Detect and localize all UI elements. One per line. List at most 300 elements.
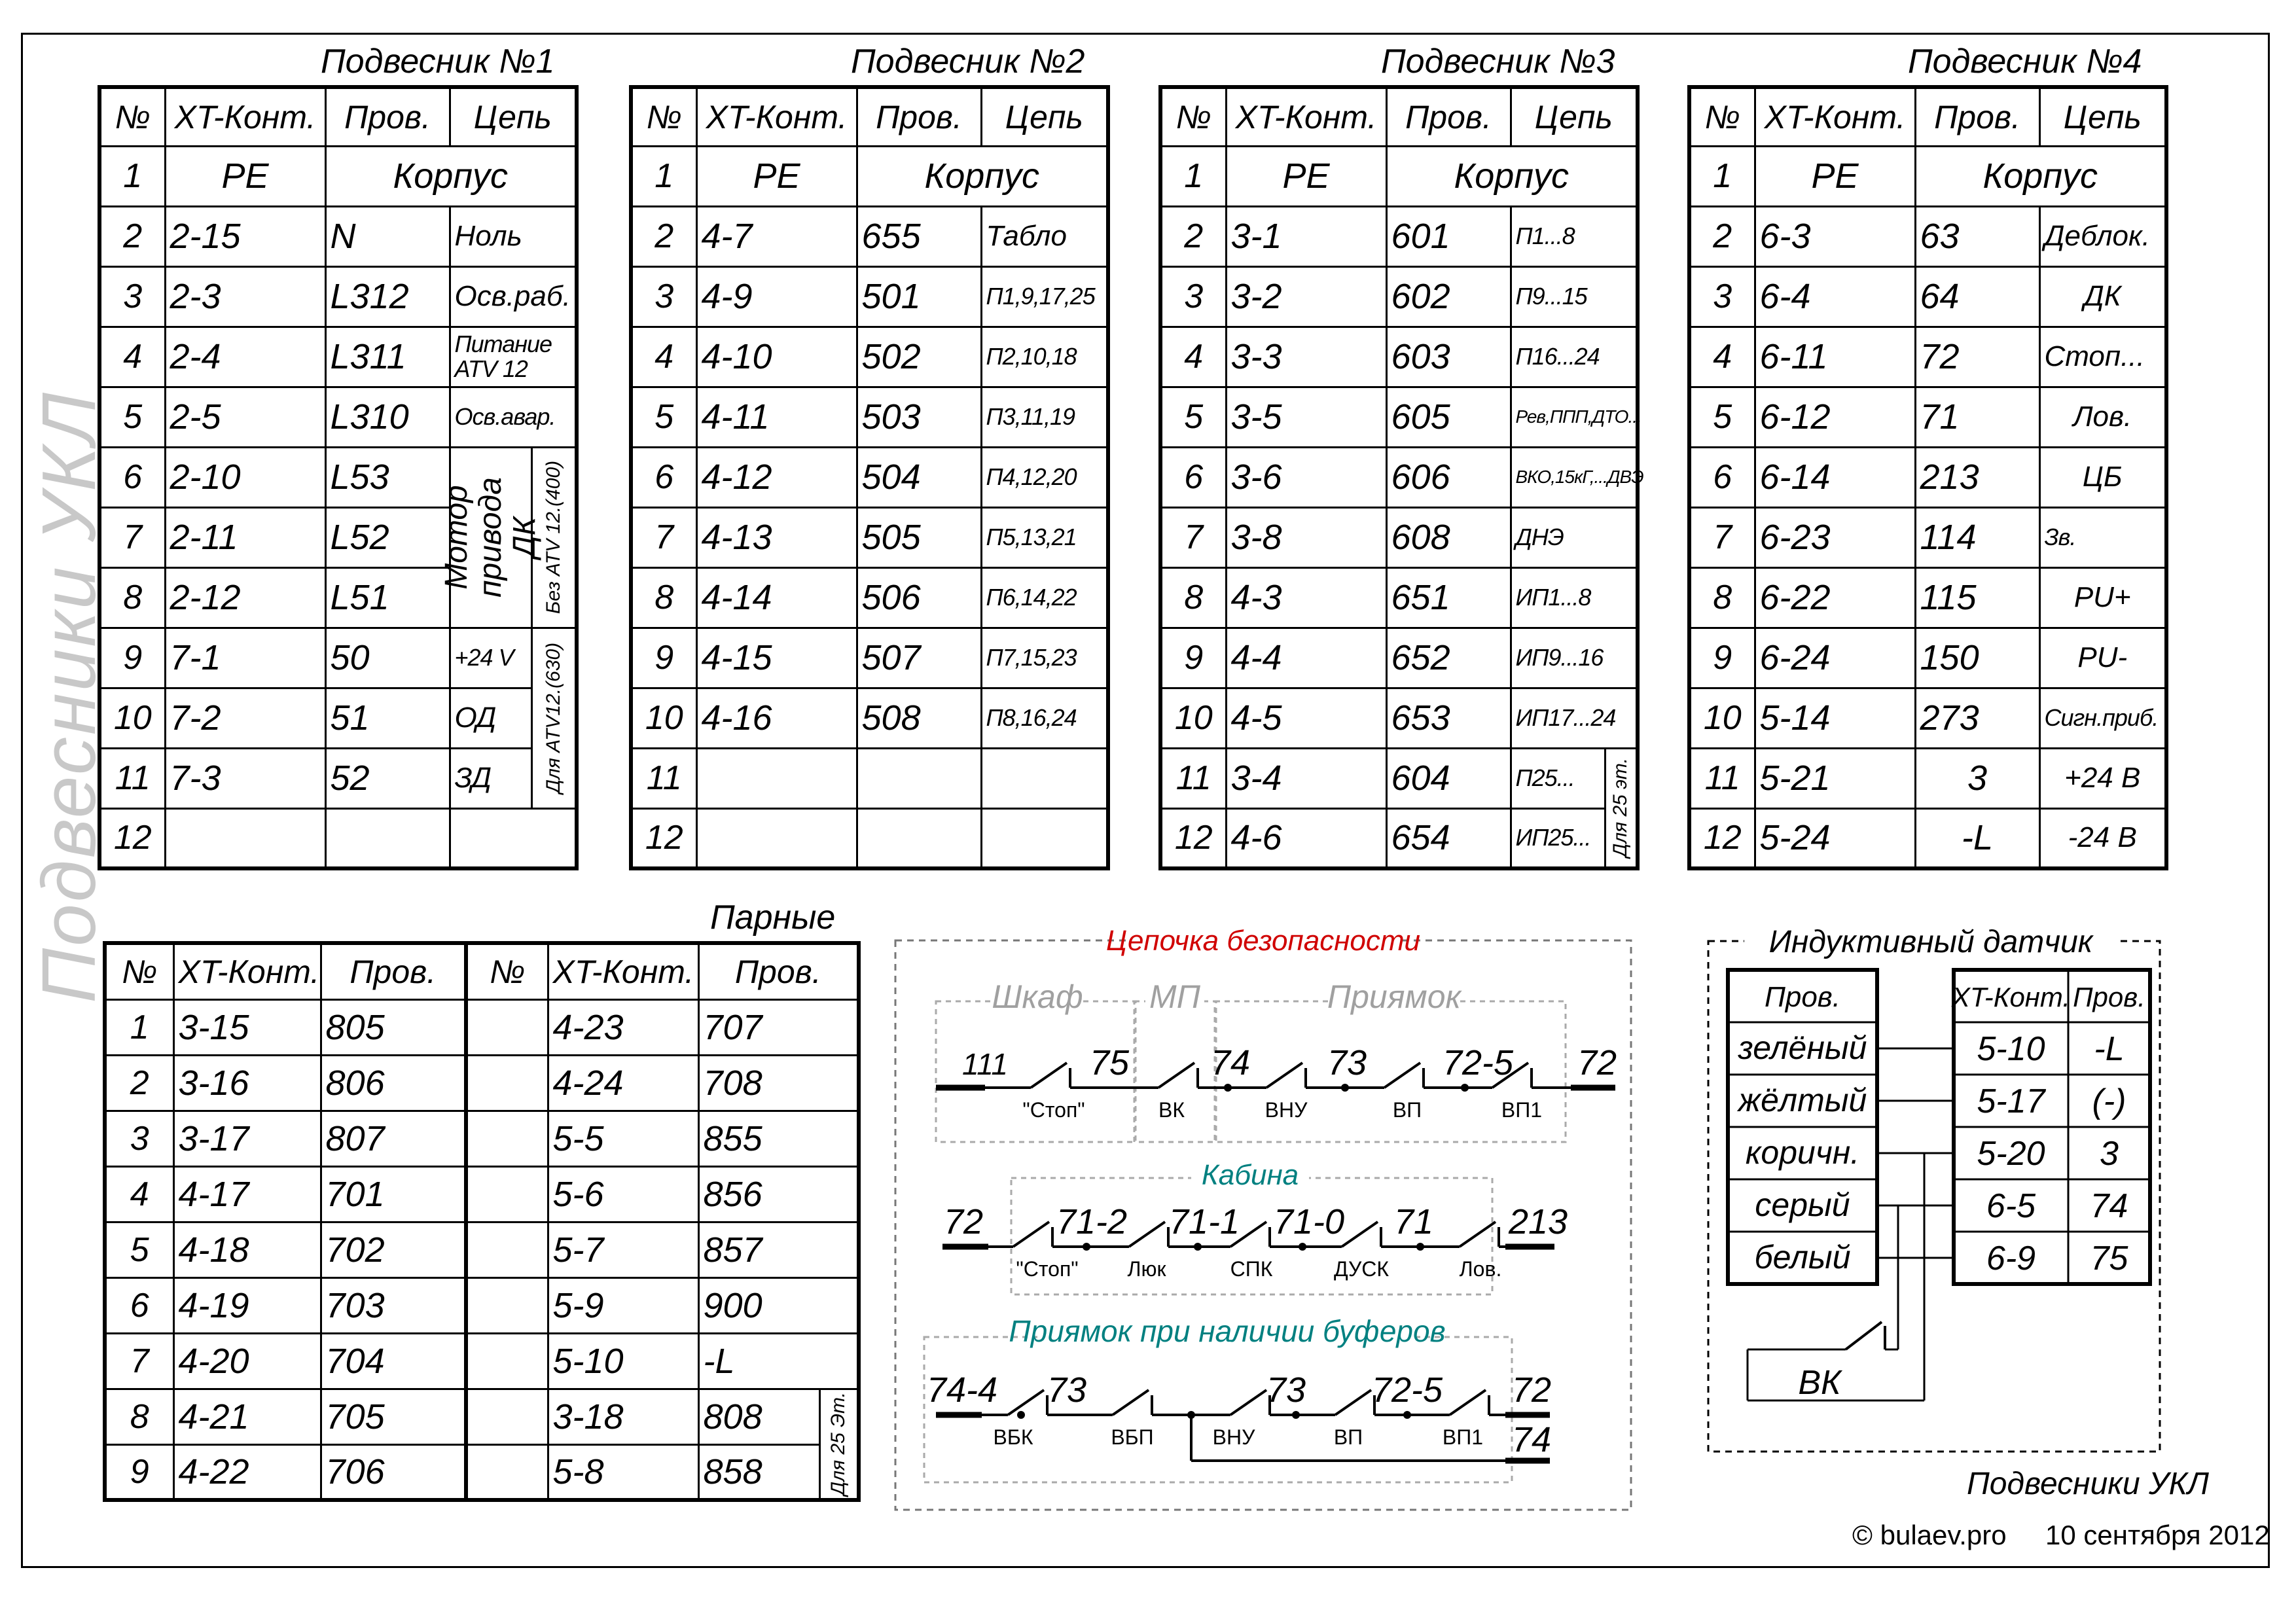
- wire2-header: Пров.: [2073, 982, 2145, 1012]
- col-xt: XT-Конт.: [173, 943, 321, 999]
- row-circuit: PU+: [2039, 567, 2166, 628]
- row-num: 5: [631, 387, 696, 447]
- row-xt: 4-15: [696, 628, 857, 688]
- switch-contact: [1031, 1063, 1067, 1088]
- row-xt: 4-23: [548, 999, 698, 1055]
- row-xt: 3-16: [173, 1055, 321, 1111]
- row-xt: 3-3: [1226, 327, 1386, 387]
- row-xt: [696, 808, 857, 868]
- node-label: 111: [962, 1047, 1008, 1081]
- row-circuit: [981, 748, 1108, 808]
- switch-label: ВП: [1392, 1098, 1422, 1122]
- row-num: 6: [631, 447, 696, 507]
- wire-color: зелёный: [1738, 1029, 1867, 1066]
- row-wire: 604: [1386, 748, 1511, 808]
- col-num: №: [1689, 87, 1755, 146]
- row-wire: 601: [1386, 206, 1511, 266]
- row-xt: 4-6: [1226, 808, 1386, 868]
- row-xt: 4-24: [548, 1055, 698, 1111]
- row-num: 6: [1160, 447, 1226, 507]
- row-num: 8: [99, 567, 165, 628]
- row-num: 5: [1160, 387, 1226, 447]
- row-wire: 603: [1386, 327, 1511, 387]
- col-xt: XT-Конт.: [165, 87, 325, 146]
- row-wire: 50: [325, 628, 450, 688]
- row-num: 6: [105, 1277, 173, 1333]
- col-num: №: [631, 87, 696, 146]
- row-wire: -L: [1915, 808, 2039, 868]
- row-wire: [857, 808, 981, 868]
- pendant4-title: Подвесник №4: [1908, 43, 2142, 80]
- node-label: 71-0: [1273, 1202, 1345, 1241]
- row-circuit: П3,11,19: [981, 387, 1108, 447]
- switch-contact: [1460, 1222, 1496, 1247]
- switch-label: ВНУ: [1212, 1425, 1255, 1449]
- row-xt: 4-7: [696, 206, 857, 266]
- row-xt: 4-10: [696, 327, 857, 387]
- paired-floor25-note-cell: [819, 1389, 859, 1500]
- row-circuit: [981, 808, 1108, 868]
- row-circuit: ОД: [450, 688, 531, 748]
- row-xt: 5-14: [1755, 688, 1915, 748]
- motor-note: Мотор привода ДК: [439, 477, 542, 597]
- col-wire: Пров.: [325, 87, 450, 146]
- row-wire: 808: [698, 1389, 819, 1444]
- row-circuit: Осв.раб.: [450, 266, 577, 327]
- row-circuit: +24 В: [2039, 748, 2166, 808]
- switch-label: ВБК: [993, 1425, 1033, 1449]
- row-circuit: ДК: [2039, 266, 2166, 327]
- cabinet-label: Шкаф: [992, 978, 1083, 1015]
- row-xt: 2-10: [165, 447, 325, 507]
- pendant2-table: [629, 85, 1110, 870]
- row-circuit: [450, 808, 577, 868]
- row-wire: 653: [1386, 688, 1511, 748]
- paired-table: [103, 941, 861, 1502]
- col-xt: XT-Конт.: [1226, 87, 1386, 146]
- switch-contact: [1266, 1063, 1302, 1088]
- row-circuit: ИП25...: [1511, 808, 1605, 868]
- row-wire: 71: [1915, 387, 2039, 447]
- row-wire: 503: [857, 387, 981, 447]
- row-wire: 706: [321, 1444, 466, 1500]
- row-wire: 504: [857, 447, 981, 507]
- row-xt: 4-14: [696, 567, 857, 628]
- row-xt: 4-22: [173, 1444, 321, 1500]
- row-wire: 505: [857, 507, 981, 567]
- row-num: 4: [1689, 327, 1755, 387]
- col-wire: Пров.: [321, 943, 466, 999]
- row-xt: PE: [696, 146, 857, 206]
- node-label: 72-5: [1371, 1370, 1443, 1410]
- node-label: 72: [943, 1202, 984, 1241]
- row-xt: 3-4: [1226, 748, 1386, 808]
- wire2-value: (-): [2092, 1082, 2126, 1120]
- row-wire: 857: [698, 1222, 859, 1277]
- floor25-note-cell: [1605, 748, 1638, 868]
- row-num: 11: [1160, 748, 1226, 808]
- row-circuit: Лов.: [2039, 387, 2166, 447]
- row-xt: 3-18: [548, 1389, 698, 1444]
- row-num: 8: [105, 1389, 173, 1444]
- switch-label: ВБП: [1111, 1425, 1154, 1449]
- row-wire: 63: [1915, 206, 2039, 266]
- row-num: 8: [1160, 567, 1226, 628]
- node-label: 74-4: [926, 1370, 998, 1410]
- row-num: 3: [1689, 266, 1755, 327]
- row-wire: 150: [1915, 628, 2039, 688]
- col-num: №: [1160, 87, 1226, 146]
- wire-color: коричн.: [1745, 1134, 1860, 1171]
- row-circuit: ВКО,15кГ,...ДВЭ: [1511, 447, 1638, 507]
- row-num: 4: [631, 327, 696, 387]
- junction-dot: [1341, 1084, 1349, 1092]
- row-num: 3: [105, 1111, 173, 1166]
- row-xt: 7-3: [165, 748, 325, 808]
- switch-contact: [1113, 1390, 1149, 1415]
- pendant4-table: [1687, 85, 2168, 870]
- row-circuit: ЗД: [450, 748, 531, 808]
- row-wire: 705: [321, 1389, 466, 1444]
- row-xt: 4-21: [173, 1389, 321, 1444]
- pendant1-table: [98, 85, 579, 870]
- switch-label: ДУСК: [1333, 1257, 1390, 1281]
- row-wire: 507: [857, 628, 981, 688]
- row-num: 10: [1160, 688, 1226, 748]
- floor25-note: Для 25 эт.: [1609, 758, 1632, 858]
- row-xt: [696, 748, 857, 808]
- row-wire: 900: [698, 1277, 859, 1333]
- row-xt: 3-6: [1226, 447, 1386, 507]
- switch-label: ВП: [1333, 1425, 1363, 1449]
- row-xt: 3-5: [1226, 387, 1386, 447]
- row-circuit: П9...15: [1511, 266, 1638, 327]
- junction-dot: [1299, 1243, 1306, 1251]
- row-num: 4: [105, 1166, 173, 1222]
- row-circuit: -24 В: [2039, 808, 2166, 868]
- row-wire: 72: [1915, 327, 2039, 387]
- xt-value: 5-17: [1977, 1082, 2045, 1120]
- row-xt: 2-11: [165, 507, 325, 567]
- col-xt: XT-Конт.: [548, 943, 698, 999]
- row-num: 2: [1689, 206, 1755, 266]
- col-wire: Пров.: [1386, 87, 1511, 146]
- row-num: 11: [99, 748, 165, 808]
- row-circuit: Стоп...: [2039, 327, 2166, 387]
- row-wire: 858: [698, 1444, 819, 1500]
- row-circuit: Корпус: [857, 146, 1108, 206]
- row-num: 7: [1160, 507, 1226, 567]
- pendant1-title: Подвесник №1: [321, 43, 555, 80]
- node-label: 71-1: [1168, 1202, 1240, 1241]
- row-xt: [165, 808, 325, 868]
- row-xt: 4-16: [696, 688, 857, 748]
- switch-contact: [1342, 1222, 1378, 1247]
- row-circuit: Корпус: [325, 146, 577, 206]
- junction-dot: [1292, 1411, 1300, 1419]
- switch-label: Лов.: [1459, 1257, 1502, 1281]
- row-num: 2: [105, 1055, 173, 1111]
- row-wire: 606: [1386, 447, 1511, 507]
- col-wire: Пров.: [1915, 87, 2039, 146]
- row-wire: 506: [857, 567, 981, 628]
- switch-label: "Стоп": [1016, 1257, 1079, 1281]
- pendant3-table: [1158, 85, 1643, 870]
- row-num: 1: [1160, 146, 1226, 206]
- row-circuit: Табло: [981, 206, 1108, 266]
- row-xt: 2-3: [165, 266, 325, 327]
- row-num: 3: [631, 266, 696, 327]
- switch-label: "Стоп": [1022, 1098, 1085, 1122]
- row-circuit: П1...8: [1511, 206, 1638, 266]
- row-num: 9: [1689, 628, 1755, 688]
- row-xt: 3-15: [173, 999, 321, 1055]
- row-circuit: ИП17...24: [1511, 688, 1638, 748]
- row-xt: 6-14: [1755, 447, 1915, 507]
- node-label: 71-2: [1056, 1202, 1128, 1241]
- row-num: 2: [631, 206, 696, 266]
- row-num: 9: [105, 1444, 173, 1500]
- node-label: 73: [1266, 1370, 1306, 1410]
- wire2-value: -L: [2094, 1030, 2125, 1068]
- node-label: 71: [1393, 1202, 1434, 1241]
- node-label: 73: [1047, 1370, 1087, 1410]
- row-wire: 701: [321, 1166, 466, 1222]
- row-circuit: Питание ATV 12: [450, 327, 577, 387]
- row-wire: 654: [1386, 808, 1511, 868]
- switch-contact: [1450, 1390, 1486, 1415]
- inductive-title: Индуктивный датчик: [1768, 925, 2093, 959]
- row-xt: 6-22: [1755, 567, 1915, 628]
- wire-color: жёлтый: [1738, 1082, 1867, 1118]
- row-xt: 3-8: [1226, 507, 1386, 567]
- row-wire: 115: [1915, 567, 2039, 628]
- row-num: 10: [1689, 688, 1755, 748]
- col-circuit: Цепь: [450, 87, 577, 146]
- row-xt: 5-24: [1755, 808, 1915, 868]
- row-xt: 3-2: [1226, 266, 1386, 327]
- row-num: 12: [99, 808, 165, 868]
- row-xt: 3-1: [1226, 206, 1386, 266]
- row-wire: 704: [321, 1333, 466, 1389]
- col-xt: XT-Конт.: [696, 87, 857, 146]
- row-num: 7: [1689, 507, 1755, 567]
- row-xt: 5-9: [548, 1277, 698, 1333]
- footer-copyright: © bulaev.pro: [1852, 1520, 2007, 1550]
- row-xt: 4-18: [173, 1222, 321, 1277]
- row-xt: 3-17: [173, 1111, 321, 1166]
- row-num: 8: [1689, 567, 1755, 628]
- row-circuit: Рев,ППП,ДТО...: [1511, 387, 1638, 447]
- junction-dot: [1416, 1243, 1424, 1251]
- atv-note: Для ATV12.(630): [542, 642, 564, 794]
- row-num: 10: [99, 688, 165, 748]
- switch-contact: [1846, 1322, 1882, 1349]
- row-num: 9: [99, 628, 165, 688]
- row-num: 4: [1160, 327, 1226, 387]
- side-title: Подвесники УКЛ: [26, 391, 111, 1003]
- row-wire: 651: [1386, 567, 1511, 628]
- row-num: 6: [1689, 447, 1755, 507]
- row-circuit: ИП9...16: [1511, 628, 1638, 688]
- wire2-value: 75: [2090, 1240, 2128, 1277]
- node-label: 73: [1327, 1043, 1367, 1082]
- buffer-title: Приямок при наличии буферов: [1009, 1314, 1446, 1348]
- row-xt: 6-11: [1755, 327, 1915, 387]
- row-num: 7: [631, 507, 696, 567]
- row-xt: 4-4: [1226, 628, 1386, 688]
- motor-note-cell: [439, 447, 542, 628]
- wire-header: Пров.: [1764, 981, 1841, 1013]
- row-wire: 64: [1915, 266, 2039, 327]
- row-xt: 5-10: [548, 1333, 698, 1389]
- row-xt: 6-3: [1755, 206, 1915, 266]
- row-num: 12: [1160, 808, 1226, 868]
- row-xt: 5-7: [548, 1222, 698, 1277]
- row-num: 5: [1689, 387, 1755, 447]
- junction-dot: [1194, 1243, 1202, 1251]
- row-wire: 501: [857, 266, 981, 327]
- row-wire: L312: [325, 266, 450, 327]
- pendant3-title: Подвесник №3: [1381, 43, 1615, 80]
- row-xt: 6-23: [1755, 507, 1915, 567]
- junction-dot: [1187, 1411, 1195, 1419]
- row-num: 9: [1160, 628, 1226, 688]
- row-circuit: Ноль: [450, 206, 577, 266]
- footer-date: 10 сентября 2012: [2045, 1520, 2270, 1550]
- row-wire: 52: [325, 748, 450, 808]
- xt-value: 6-9: [1986, 1240, 2036, 1277]
- switch-contact: [1013, 1222, 1049, 1247]
- xt-header: XT-Конт.: [1951, 982, 2071, 1012]
- col-num: №: [99, 87, 165, 146]
- paired-floor25-note: Для 25 Эт.: [827, 1392, 850, 1496]
- col-circuit: Цепь: [981, 87, 1108, 146]
- row-circuit: П2,10,18: [981, 327, 1108, 387]
- paired-title: Парные: [710, 899, 836, 936]
- switch-contact: [1230, 1390, 1266, 1415]
- switch-label: ВК: [1158, 1098, 1185, 1122]
- atv-note-cell: [531, 628, 577, 808]
- switch-contact: [1008, 1390, 1044, 1415]
- row-wire: N: [325, 206, 450, 266]
- pit-label: Приямок: [1327, 978, 1462, 1015]
- switch-contact: [1335, 1390, 1371, 1415]
- row-circuit: ДНЭ: [1511, 507, 1638, 567]
- junction-dot: [1083, 1243, 1090, 1251]
- row-xt: 4-11: [696, 387, 857, 447]
- wire-color: белый: [1754, 1239, 1851, 1275]
- junction-dot: [1017, 1411, 1025, 1419]
- row-wire: 3: [1915, 748, 2039, 808]
- node-label: 75: [1089, 1043, 1130, 1082]
- row-wire: 608: [1386, 507, 1511, 567]
- col-wire: Пров.: [698, 943, 859, 999]
- row-circuit: Корпус: [1915, 146, 2166, 206]
- row-xt: 4-13: [696, 507, 857, 567]
- row-xt: PE: [1226, 146, 1386, 206]
- wire-color: серый: [1755, 1186, 1850, 1223]
- no-atv-note-cell: [531, 447, 577, 628]
- row-wire: 502: [857, 327, 981, 387]
- row-wire: 702: [321, 1222, 466, 1277]
- row-xt: 5-6: [548, 1166, 698, 1222]
- row-circuit: П4,12,20: [981, 447, 1108, 507]
- switch-label: ВК: [1798, 1364, 1841, 1402]
- row-xt: 2-5: [165, 387, 325, 447]
- row-num: 5: [105, 1222, 173, 1277]
- wire2-value: 3: [2100, 1135, 2119, 1173]
- row-wire: 273: [1915, 688, 2039, 748]
- node-label: 72-5: [1442, 1043, 1514, 1082]
- row-xt: 5-21: [1755, 748, 1915, 808]
- switch-label: Люк: [1127, 1257, 1166, 1281]
- row-circuit: Корпус: [1386, 146, 1638, 206]
- row-wire: L310: [325, 387, 450, 447]
- row-wire: 707: [698, 999, 859, 1055]
- row-circuit: П5,13,21: [981, 507, 1108, 567]
- pendant2-title: Подвесник №2: [851, 43, 1085, 80]
- row-circuit: П16...24: [1511, 327, 1638, 387]
- safety-chain-diagram: [890, 916, 1649, 1528]
- row-num: 3: [99, 266, 165, 327]
- row-xt: 4-17: [173, 1166, 321, 1222]
- row-num: 7: [99, 507, 165, 567]
- cabin-title: Кабина: [1201, 1159, 1299, 1191]
- row-wire: 508: [857, 688, 981, 748]
- node-label: 74: [1210, 1043, 1251, 1082]
- row-num: 1: [1689, 146, 1755, 206]
- row-xt: 4-12: [696, 447, 857, 507]
- switch-contact: [1158, 1063, 1194, 1088]
- row-xt: 2-12: [165, 567, 325, 628]
- chain-lines: [927, 1043, 1617, 1461]
- row-wire: 602: [1386, 266, 1511, 327]
- row-xt: 5-5: [548, 1111, 698, 1166]
- node-label: 213: [1508, 1202, 1568, 1241]
- row-num: 4: [99, 327, 165, 387]
- row-wire: L51: [325, 567, 450, 628]
- row-circuit: PU-: [2039, 628, 2166, 688]
- row-wire: 605: [1386, 387, 1511, 447]
- row-circuit: Сигн.приб.: [2039, 688, 2166, 748]
- row-circuit: Зв.: [2039, 507, 2166, 567]
- col-num: №: [105, 943, 173, 999]
- row-xt: 4-20: [173, 1333, 321, 1389]
- row-wire: 652: [1386, 628, 1511, 688]
- row-num: 5: [99, 387, 165, 447]
- row-num: 3: [1160, 266, 1226, 327]
- row-circuit: +24 V: [450, 628, 531, 688]
- row-circuit: Осв.авар.: [450, 387, 577, 447]
- row-num: 6: [99, 447, 165, 507]
- row-num: 12: [1689, 808, 1755, 868]
- row-xt: 7-1: [165, 628, 325, 688]
- col-num: №: [466, 943, 548, 999]
- row-wire: 703: [321, 1277, 466, 1333]
- row-wire: 655: [857, 206, 981, 266]
- row-circuit: Деблок.: [2039, 206, 2166, 266]
- row-xt: 2-15: [165, 206, 325, 266]
- footer-title: Подвесники УКЛ: [1967, 1467, 2209, 1501]
- wire2-value: 74: [2090, 1187, 2128, 1225]
- node-label: 72: [1577, 1043, 1617, 1082]
- row-num: 1: [631, 146, 696, 206]
- row-wire: -L: [698, 1333, 859, 1389]
- row-xt: 5-8: [548, 1444, 698, 1500]
- row-xt: 6-24: [1755, 628, 1915, 688]
- node-label: 74: [1511, 1420, 1552, 1459]
